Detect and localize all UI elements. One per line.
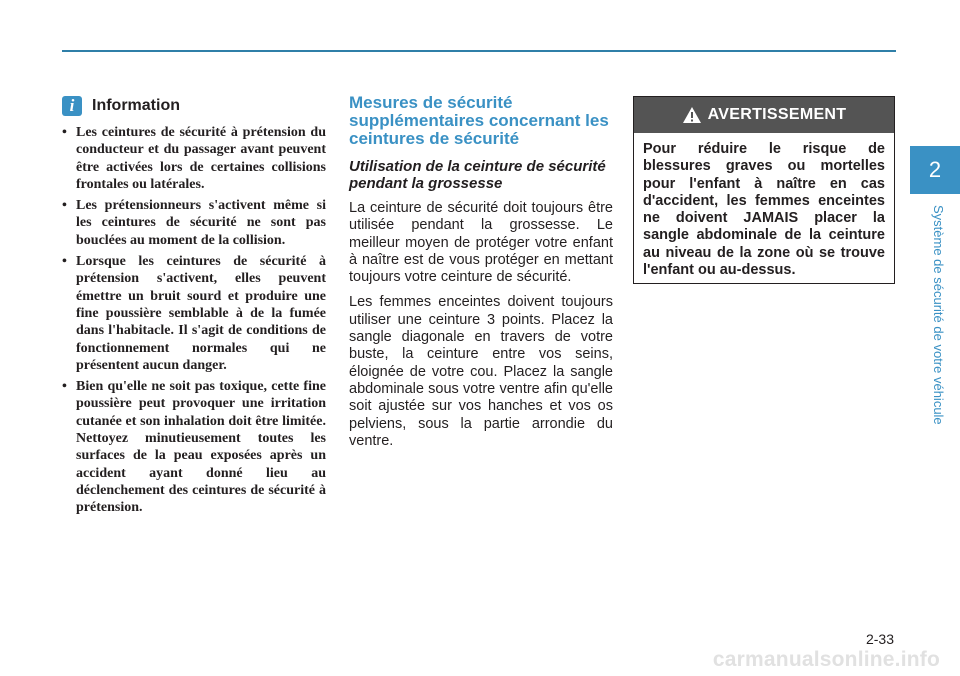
information-title: Information <box>92 97 180 114</box>
page-number: 2-33 <box>865 631 894 647</box>
section-title: Mesures de sécurité supplémentaires concernant les ceintures de sécurité <box>349 93 609 148</box>
body-paragraph: Les femmes enceintes doivent toujours utiliser une ceinture 3 points. Placez la sangle diagonale en travers de votre buste, la ceinture entre vos seins, éloignée de votre cou. Placez la sangle abdominale sous votre ventre afin qu'elle soit ajustée sur vos hanches et vos os pelviens, sous la partie arrondie du ventre. <box>349 294 613 449</box>
information-list <box>62 124 326 517</box>
warning-box <box>633 96 895 284</box>
section-subtitle: Utilisation de la ceinture de sécurité pendant la grossesse <box>349 158 606 192</box>
information-bullet: • Les prétensionneurs s'activent même si les ceintures de sécurité ne sont pas bouclées au moment de la collision. <box>62 197 326 249</box>
info-icon: i <box>62 96 82 116</box>
header-rule <box>62 50 896 52</box>
information-bullet: • Les ceintures de sécurité à prétension du conducteur et du passager avant peuvent être activées lors de certaines collisions frontales ou latérales. <box>62 124 326 193</box>
warning-text: Pour réduire le risque de blessures graves ou mortelles pour l'enfant à naître en cas d'accident, les femmes enceintes ne doivent JAMAIS placer la sangle abdominale de la ceinture au niveau de la zone où se trouve l'enfant ou au-dessus. <box>643 141 885 279</box>
warning-header <box>634 97 894 133</box>
chapter-title: Système de sécurité de votre véhicule <box>931 205 946 425</box>
information-box <box>62 96 326 521</box>
safety-measures-section <box>349 94 613 458</box>
body-paragraph: La ceinture de sécurité doit toujours être utilisée pendant la grossesse. Le meilleur moyen de protéger votre enfant à naître est de vous protéger en mettant toujours votre ceinture de sécurité. <box>349 200 613 286</box>
chapter-number-tab: 2 <box>910 146 960 194</box>
information-bullet: • Lorsque les ceintures de sécurité à prétension s'activent, elles peuvent émettre un bruit sourd et produire une fine poussière semblable à de la fumée dans l'habitacle. Il s'agit de conditions de fonctionnement normales qui ne présentent aucun danger. <box>62 253 326 374</box>
warning-title: AVERTISSEMENT <box>707 106 847 123</box>
information-bullet: • Bien qu'elle ne soit pas toxique, cette fine poussière peut provoquer une irritation cutanée et son inhalation doit être limitée. Nettoyez minutieusement toutes les surfaces de la peau exposées après un accident ayant donné lieu au déclenchement des ceintures de sécurité à prétension. <box>62 378 326 516</box>
watermark: carmanualsonline.info <box>712 648 940 671</box>
warning-triangle-icon <box>682 106 702 124</box>
information-header <box>62 96 326 116</box>
